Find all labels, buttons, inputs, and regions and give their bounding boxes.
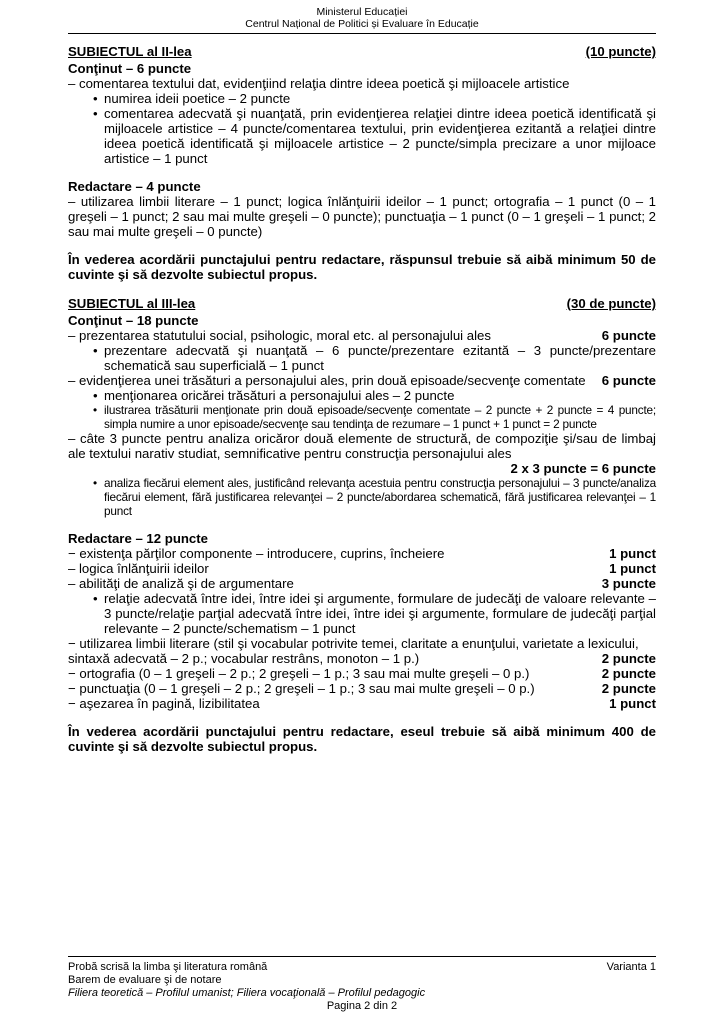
footer-profile: Filiera teoretică – Profilul umanist; Filiera vocaţională – Profilul pedagogic xyxy=(68,987,426,999)
s3-writing-4-text-b: sintaxă adecvată – 2 p.; vocabular restrâns, monoton – 1 p.) xyxy=(68,651,420,666)
s3-writing-4-text-a: − utilizarea limbii literare (stil şi vocabular potrivite temei, claritate a enunţului, varietate a lexicului, xyxy=(68,636,639,651)
s3-writing-7-points: 1 punct xyxy=(609,696,656,711)
s3-item-2-bullet-1: • menţionarea oricărei trăsături a personajului ales – 2 puncte xyxy=(90,388,656,403)
footer-barem: Barem de evaluare şi de notare xyxy=(68,974,222,986)
document-header xyxy=(68,0,656,34)
header-divider xyxy=(68,33,656,34)
s3-item-1-bullet: • prezentare adecvată şi nuanţată – 6 puncte/prezentare ezitantă – 3 puncte/prezentare schematică sau superficială – 1 punct xyxy=(90,343,656,373)
document-footer xyxy=(68,956,656,1013)
s3-writing-6-points: 2 puncte xyxy=(601,681,656,696)
footer-row-1 xyxy=(68,961,656,974)
s3-item-1-text: – prezentarea statutului social, psihologic, moral etc. al personajului ales xyxy=(68,328,491,343)
footer-page-number: Pagina 2 din 2 xyxy=(326,1000,398,1012)
header-center: Centrul Național de Politici și Evaluare în Educație xyxy=(245,18,479,30)
subject-2-points: (10 puncte) xyxy=(585,44,656,59)
s3-item-2 xyxy=(68,373,656,388)
s3-item-2-points: 6 puncte xyxy=(601,373,656,388)
s3-writing-6-text: − punctuaţia (0 – 1 greşeli – 2 p.; 2 greşeli – 1 p.; 3 sau mai multe greşeli – 0 p.) xyxy=(68,681,535,696)
subject-2-title-row xyxy=(68,44,656,59)
s3-writing-3-points: 3 puncte xyxy=(601,576,656,591)
header-ministry: Ministerul Educației xyxy=(316,6,408,18)
s3-writing-3-bullet: • relaţie adecvată între idei, între idei şi argumente, formulare de judecăţi de valoare relevante – 3 puncte/relaţie parţial adecvată între idei, între idei şi argumente, formulare de judecăţi parţial relevante – 2 puncte/schematism – 1 punct xyxy=(90,591,656,636)
subject-3-title-row xyxy=(68,296,656,311)
s3-writing-3-text: – abilităţi de analiză şi de argumentare xyxy=(68,576,294,591)
s2-bullet-2: • comentarea adecvată şi nuanţată, prin evidenţierea relaţiei dintre ideea poetică identificată şi mijloacele artistice – 4 puncte/comentarea textului, prin evidenţierea ezitantă a relaţiei dintre ideea poetică identificată şi mijloacele artistice – 2 puncte/simpla precizare a unor mijloace artistice – 1 punct xyxy=(90,106,656,166)
document-page xyxy=(68,0,656,754)
s2-content-intro: – comentarea textului dat, evidenţiind relaţia dintre ideea poetică şi mijloacele artistice xyxy=(68,76,570,91)
s3-writing-heading: Redactare – 12 puncte xyxy=(68,531,208,546)
s3-writing-2-points: 1 punct xyxy=(609,561,656,576)
s2-writing-heading: Redactare – 4 puncte xyxy=(68,179,201,194)
s3-item-3-points: 2 x 3 puncte = 6 puncte xyxy=(510,461,656,476)
s3-note: În vederea acordării punctajului pentru redactare, eseul trebuie să aibă minimum 400 de cuvinte şi să dezvolte subiectul propus. xyxy=(68,724,656,754)
s3-writing-4 xyxy=(68,651,656,666)
s2-note: În vederea acordării punctajului pentru redactare, răspunsul trebuie să aibă minimum 50 de cuvinte şi să dezvolte subiectul propus. xyxy=(68,252,656,282)
s3-item-3-text: – câte 3 puncte pentru analiza oricăror două elemente de structură, de compoziţie şi/sau de limbaj ale textului narativ studiat, semnificative pentru construcţia personajului ales xyxy=(68,431,656,461)
s3-item-2-text: – evidenţierea unei trăsături a personajului ales, prin două episoade/secvenţe comentate xyxy=(68,373,586,388)
s3-writing-5-text: − ortografia (0 – 1 greşeli – 2 p.; 2 greşeli – 1 p.; 3 sau mai multe greşeli – 0 p.) xyxy=(68,666,530,681)
s2-writing-text: – utilizarea limbii literare – 1 punct; logica înlănţuirii ideilor – 1 punct; ortografia – 1 punct (0 – 1 greşeli – 1 punct; 2 sau mai multe greşeli – 0 puncte); punctuaţia – 1 punct (0 – 1 greşeli – 1 punct; 2 sau mai multe greşeli – 0 puncte) xyxy=(68,194,656,239)
s3-writing-7-text: − aşezarea în pagină, lizibilitatea xyxy=(68,696,260,711)
s3-writing-2-text: – logica înlănţuirii ideilor xyxy=(68,561,209,576)
s2-content-heading: Conţinut – 6 puncte xyxy=(68,61,192,76)
s3-writing-7 xyxy=(68,696,656,711)
footer-variant: Varianta 1 xyxy=(606,961,656,973)
s3-writing-5 xyxy=(68,666,656,681)
subject-3-points: (30 de puncte) xyxy=(566,296,656,311)
s3-writing-1-text: − existenţa părţilor componente – introducere, cuprins, încheiere xyxy=(68,546,445,561)
s3-item-2-bullet-2: • ilustrarea trăsăturii menţionate prin două episoade/secvenţe comentate – 2 puncte + 2 puncte = 4 puncte; simpla numire a unor episoade/secvenţe sau tendinţa de rezumare – 1 punct + 1 punct = 2 puncte xyxy=(90,403,656,431)
s3-writing-6 xyxy=(68,681,656,696)
s3-writing-4-points: 2 puncte xyxy=(601,651,656,666)
s3-content-heading: Conţinut – 18 puncte xyxy=(68,313,199,328)
s2-bullet-1: • numirea ideii poetice – 2 puncte xyxy=(90,91,656,106)
s3-writing-2 xyxy=(68,561,656,576)
s3-writing-3 xyxy=(68,576,656,591)
footer-exam-name: Probă scrisă la limba şi literatura română xyxy=(68,961,268,973)
s3-writing-1 xyxy=(68,546,656,561)
s3-item-1-points: 6 puncte xyxy=(601,328,656,343)
s3-writing-5-points: 2 puncte xyxy=(601,666,656,681)
subject-2-title: SUBIECTUL al II-lea xyxy=(68,44,192,59)
s3-item-3-bullet: • analiza fiecărui element ales, justificând relevanţa acestuia pentru construcţia personajului – 3 puncte/analiza fiecărui element, fără justificarea relevanţei – 2 puncte/abordarea schematică, fără justificarea relevanţei – 1 punct xyxy=(90,476,656,518)
s3-item-1 xyxy=(68,328,656,343)
subject-3-title: SUBIECTUL al III-lea xyxy=(68,296,196,311)
s3-writing-1-points: 1 punct xyxy=(609,546,656,561)
